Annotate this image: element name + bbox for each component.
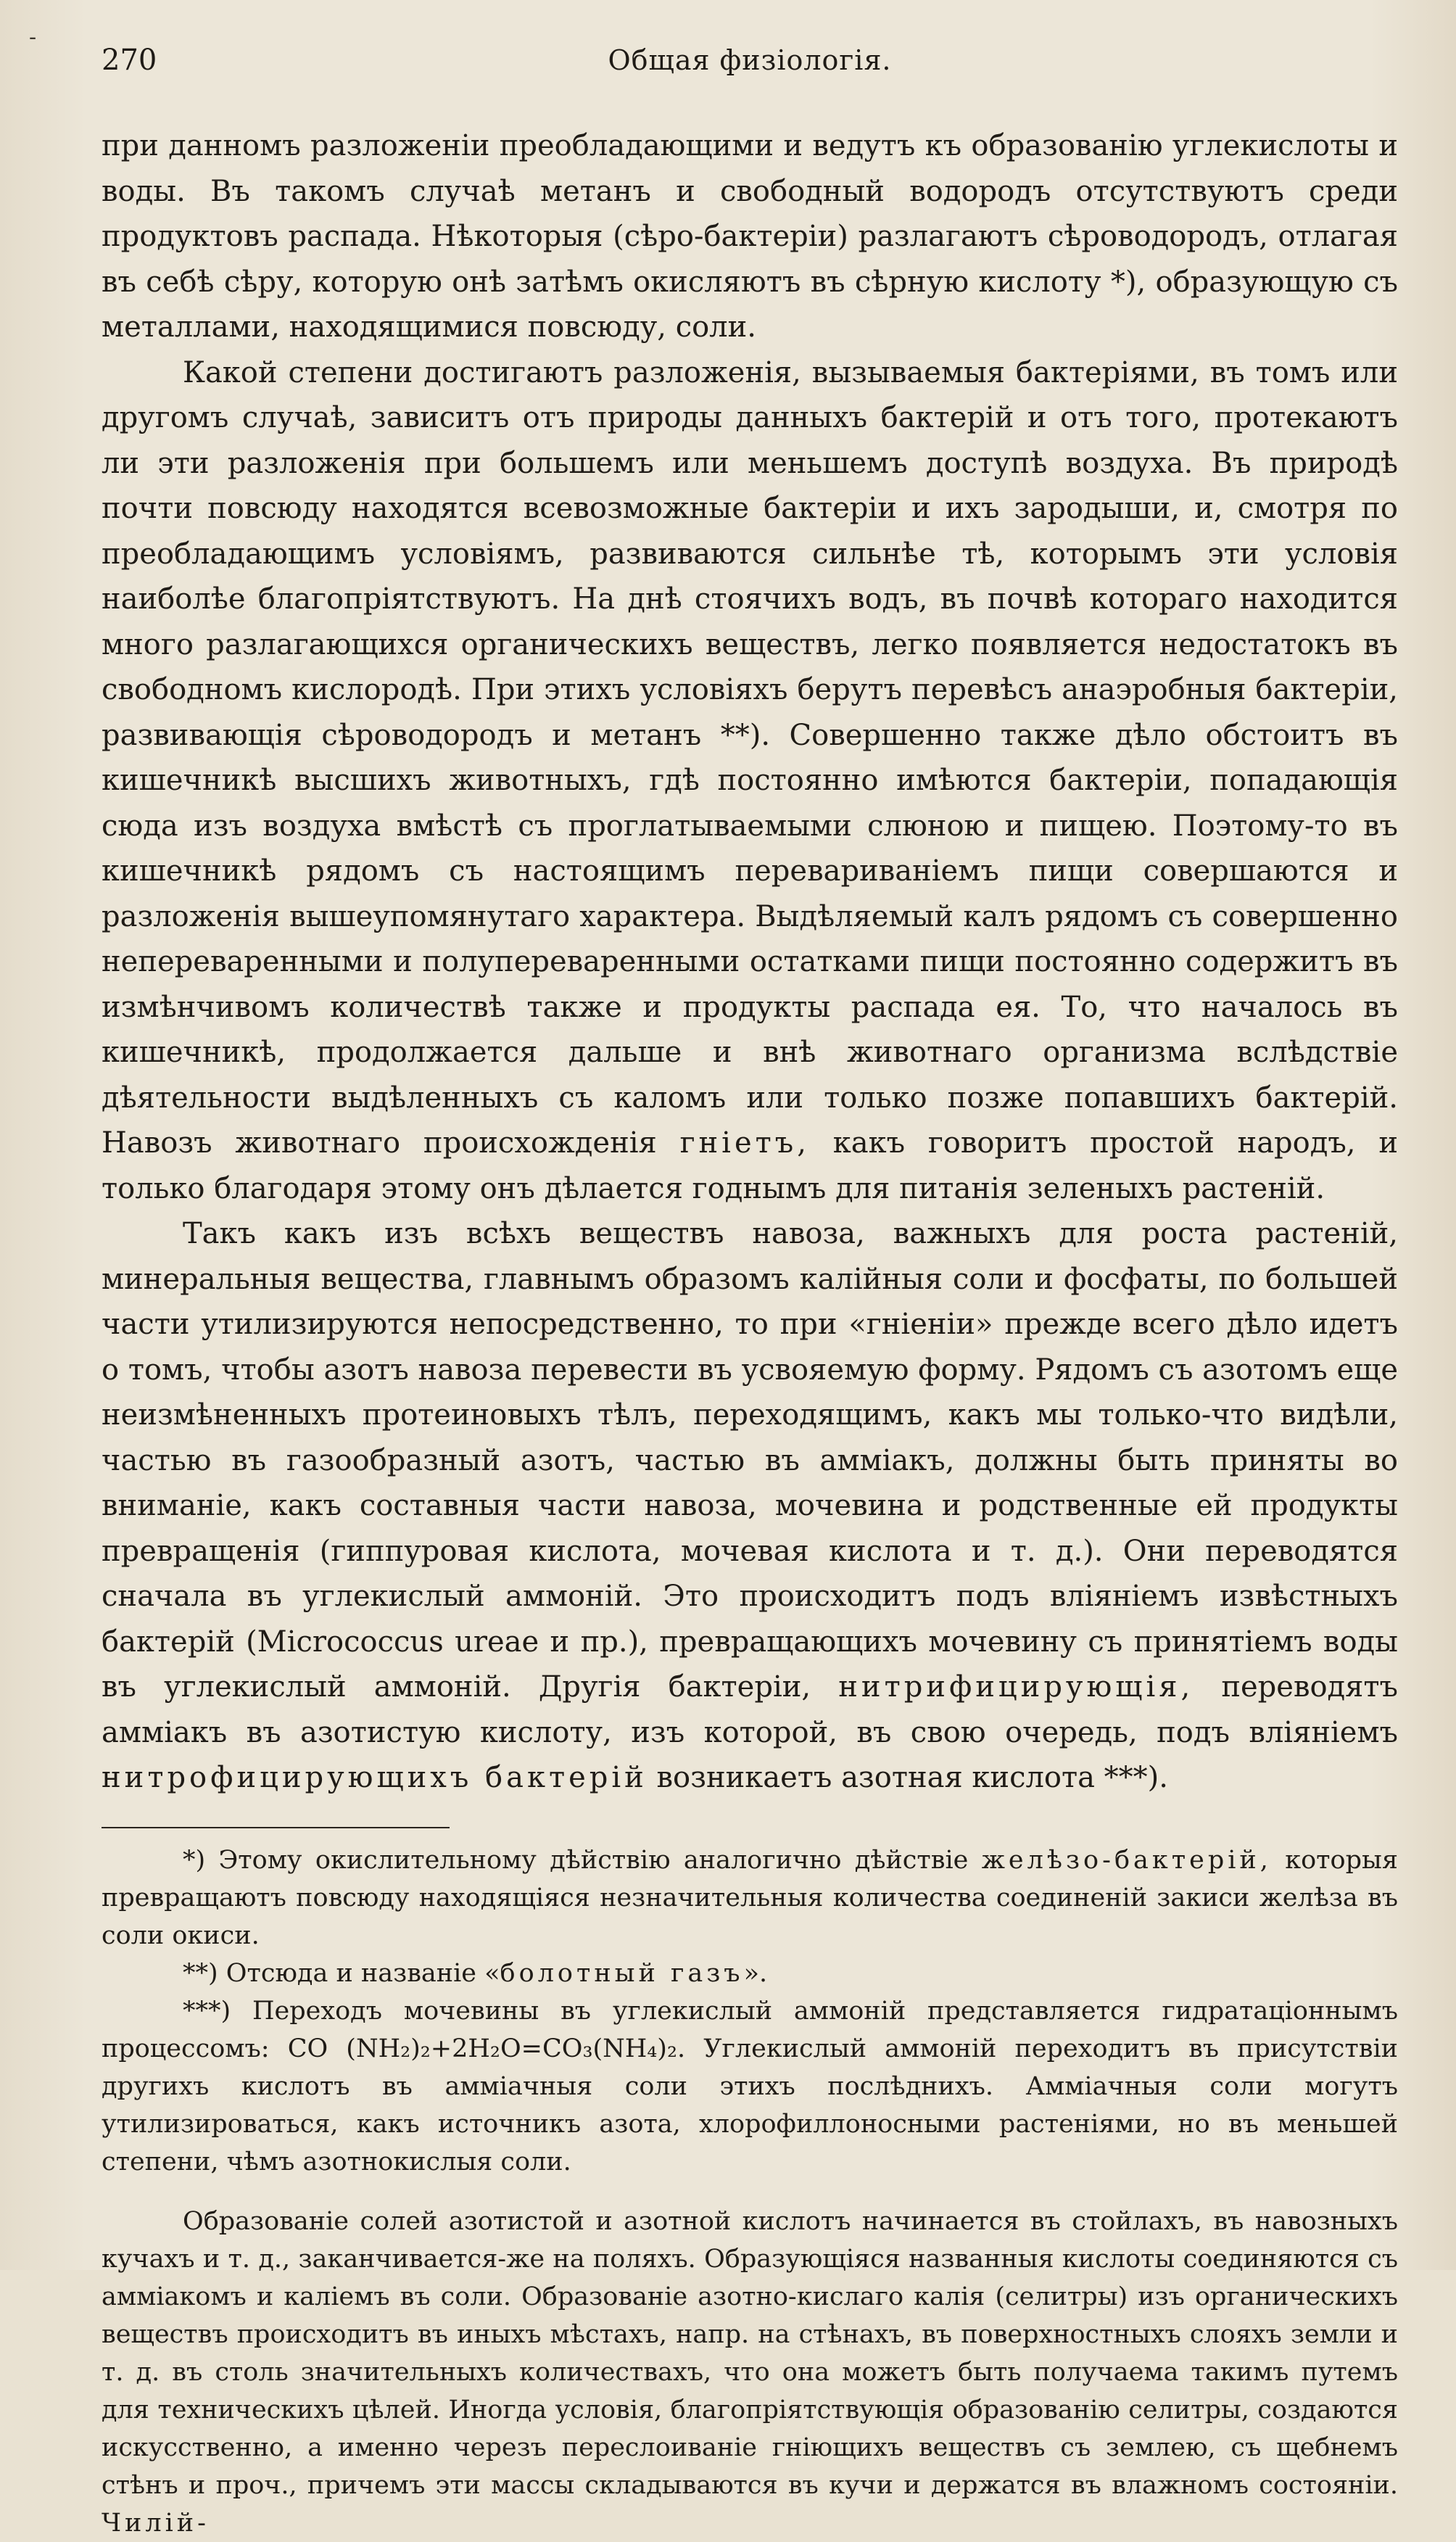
paragraph-2-tail: какъ говоритъ простой народъ, и только благодаря этому онъ дѣлается годнымъ для питанія зеленыхъ растеній. (102, 1126, 1398, 1205)
spaced-term-gnietъ: гніетъ, (679, 1126, 810, 1160)
paragraph-3 (102, 1211, 1398, 1801)
small-print-spaced: Чилій- (102, 2508, 210, 2538)
spaced-term-nitrof: нитрофицирующихъ бактерій (102, 1761, 648, 1794)
running-head: Общая физіологія. (608, 44, 892, 76)
footnote-1-text-a: *) Этому окислительному дѣйствію аналогично дѣйствіе (183, 1845, 969, 1875)
spaced-term-nitrif: нитрифицирующія, (838, 1670, 1194, 1704)
paragraph-3-text-b: и пр.), превращающихъ мочевину съ принятіемъ воды въ углекислый аммоній. Другія бактеріи, (102, 1625, 1398, 1704)
footnote-2-text-b: ». (743, 1958, 768, 1988)
footnote-3-text: ***) Переходъ мочевины въ углекислый аммоній представляется гидратаціоннымъ процессомъ: CO (NH₂)₂+2H₂O=CO₃(NH₄)₂. Углекислый аммоній переходитъ въ присутствіи другихъ кислотъ въ амміачныя соли этихъ послѣднихъ. Амміачныя соли могутъ утилизироваться, какъ источникъ азота, хлорофиллоносными растеніями, но въ меньшей степени, чѣмъ азотнокислыя соли. (102, 1996, 1398, 2176)
footnote-1-text-b: которыя превращаютъ повсюду находящіяся незначительныя количества соединеній закиси желѣза въ соли окиси. (102, 1845, 1398, 1950)
paragraph-1 (102, 123, 1398, 350)
margin-mark: - (29, 25, 37, 50)
footnotes (102, 1841, 1398, 2542)
footnote-2 (102, 1955, 1398, 1992)
footnote-3 (102, 1992, 1398, 2181)
footnote-2-text-a: **) Отсюда и названіе « (183, 1958, 500, 1988)
small-print-paragraph (102, 2203, 1398, 2542)
paragraph-3-text-d: возникаетъ азотная кислота ***). (656, 1761, 1168, 1794)
footnote-rule (102, 1827, 450, 1828)
paragraph-3-text-c: переводятъ амміакъ въ азотистую кислоту, изъ которой, въ свою очередь, подъ вліяніемъ (102, 1670, 1398, 1749)
footnote-1 (102, 1841, 1398, 1955)
footnote-2-spaced: болотный газъ (500, 1958, 744, 1988)
paragraph-3-text-a: Такъ какъ изъ всѣхъ веществъ навоза, важныхъ для роста растеній, минеральныя вещества, главнымъ образомъ калійныя соли и фосфаты, по большей части утилизируются непосредственно, то при «гніеніи» прежде всего дѣло идетъ о томъ, чтобы азотъ навоза перевести въ усвояемую форму. Рядомъ съ азотомъ еще неизмѣненныхъ протеиновыхъ тѣлъ, переходящимъ, какъ мы только-что видѣли, частью въ газообразный азотъ, частью въ амміакъ, должны быть приняты во вниманіе, какъ составныя части навоза, мочевина и родственные ей продукты превращенія (гиппуровая кислота, мочевая кислота и т. д.). Они переводятся сначала въ углекислый аммоній. Это происходитъ подъ вліяніемъ извѣстныхъ бактерій ( (102, 1217, 1398, 1659)
paragraph-2 (102, 350, 1398, 1212)
page-header (102, 44, 1398, 94)
small-print-text: Образованіе солей азотистой и азотной кислотъ начинается въ стойлахъ, въ навозныхъ кучахъ и т. д., заканчивается-же на поляхъ. Образующіяся названныя кислоты соединяются съ амміакомъ и каліемъ въ соли. Образованіе азотно-кислаго калія (селитры) изъ органическихъ веществъ происходитъ въ иныхъ мѣстахъ, напр. на стѣнахъ, въ поверхностныхъ слояхъ земли и т. д. въ столь значительныхъ количествахъ, что она можетъ быть получаема такимъ путемъ для техническихъ цѣлей. Иногда условія, благопріятствующія образованію селитры, создаются искусственно, а именно черезъ переслоиваніе гніющихъ веществъ съ землею, съ щебнемъ стѣнъ и проч., причемъ эти массы складываются въ кучи и держатся въ влажномъ состояніи. (102, 2206, 1398, 2500)
latin-term: Micrococcus ureae (257, 1625, 539, 1659)
paragraph-2-text: Какой степени достигаютъ разложенія, вызываемыя бактеріями, въ томъ или другомъ случаѣ, зависитъ отъ природы данныхъ бактерій и отъ того, протекаютъ ли эти разложенія при большемъ или меньшемъ доступѣ воздуха. Въ природѣ почти повсюду находятся всевозможные бактеріи и ихъ зародыши, и, смотря по преобладающимъ условіямъ, развиваются сильнѣе тѣ, которымъ эти условія наиболѣе благопріятствуютъ. На днѣ стоячихъ водъ, въ почвѣ котораго находится много разлагающихся органическихъ веществъ, легко появляется недостатокъ въ свободномъ кислородѣ. При этихъ условіяхъ берутъ перевѣсъ анаэробныя бактеріи, развивающія сѣроводородъ и метанъ **). Совершенно также дѣло обстоитъ въ кишечникѣ высшихъ животныхъ, гдѣ постоянно имѣются бактеріи, попадающія сюда изъ воздуха вмѣстѣ съ проглатываемыми слюною и пищею. Поэтому-то въ кишечникѣ рядомъ съ настоящимъ перевариваніемъ пищи совершаются и разложенія вышеупомянутаго характера. Выдѣляемый калъ рядомъ съ совершенно непереваренными и полупереваренными остатками пищи постоянно содержитъ въ измѣнчивомъ количествѣ также и продукты распада ея. То, что началось въ кишечникѣ, продолжается дальше и внѣ животнаго организма вслѣдствіе дѣятельности выдѣленныхъ съ каломъ или только позже попавшихъ бактерій. Навозъ животнаго происхожденія (102, 355, 1398, 1160)
paragraph-1-text: при данномъ разложеніи преобладающими и ведутъ къ образованію углекислоты и воды. Въ такомъ случаѣ метанъ и свободный водородъ отсутствуютъ среди продуктовъ распада. Нѣкоторыя (сѣро-бактеріи) разлагаютъ сѣроводородъ, отлагая въ себѣ сѣру, которую онѣ затѣмъ окисляютъ въ сѣрную кислоту *), образующую съ металлами, находящимися повсюду, соли. (102, 129, 1398, 344)
main-text (102, 123, 1398, 1801)
footnote-1-spaced: желѣзо-бактерій, (981, 1845, 1272, 1875)
page-number: 270 (102, 44, 157, 77)
